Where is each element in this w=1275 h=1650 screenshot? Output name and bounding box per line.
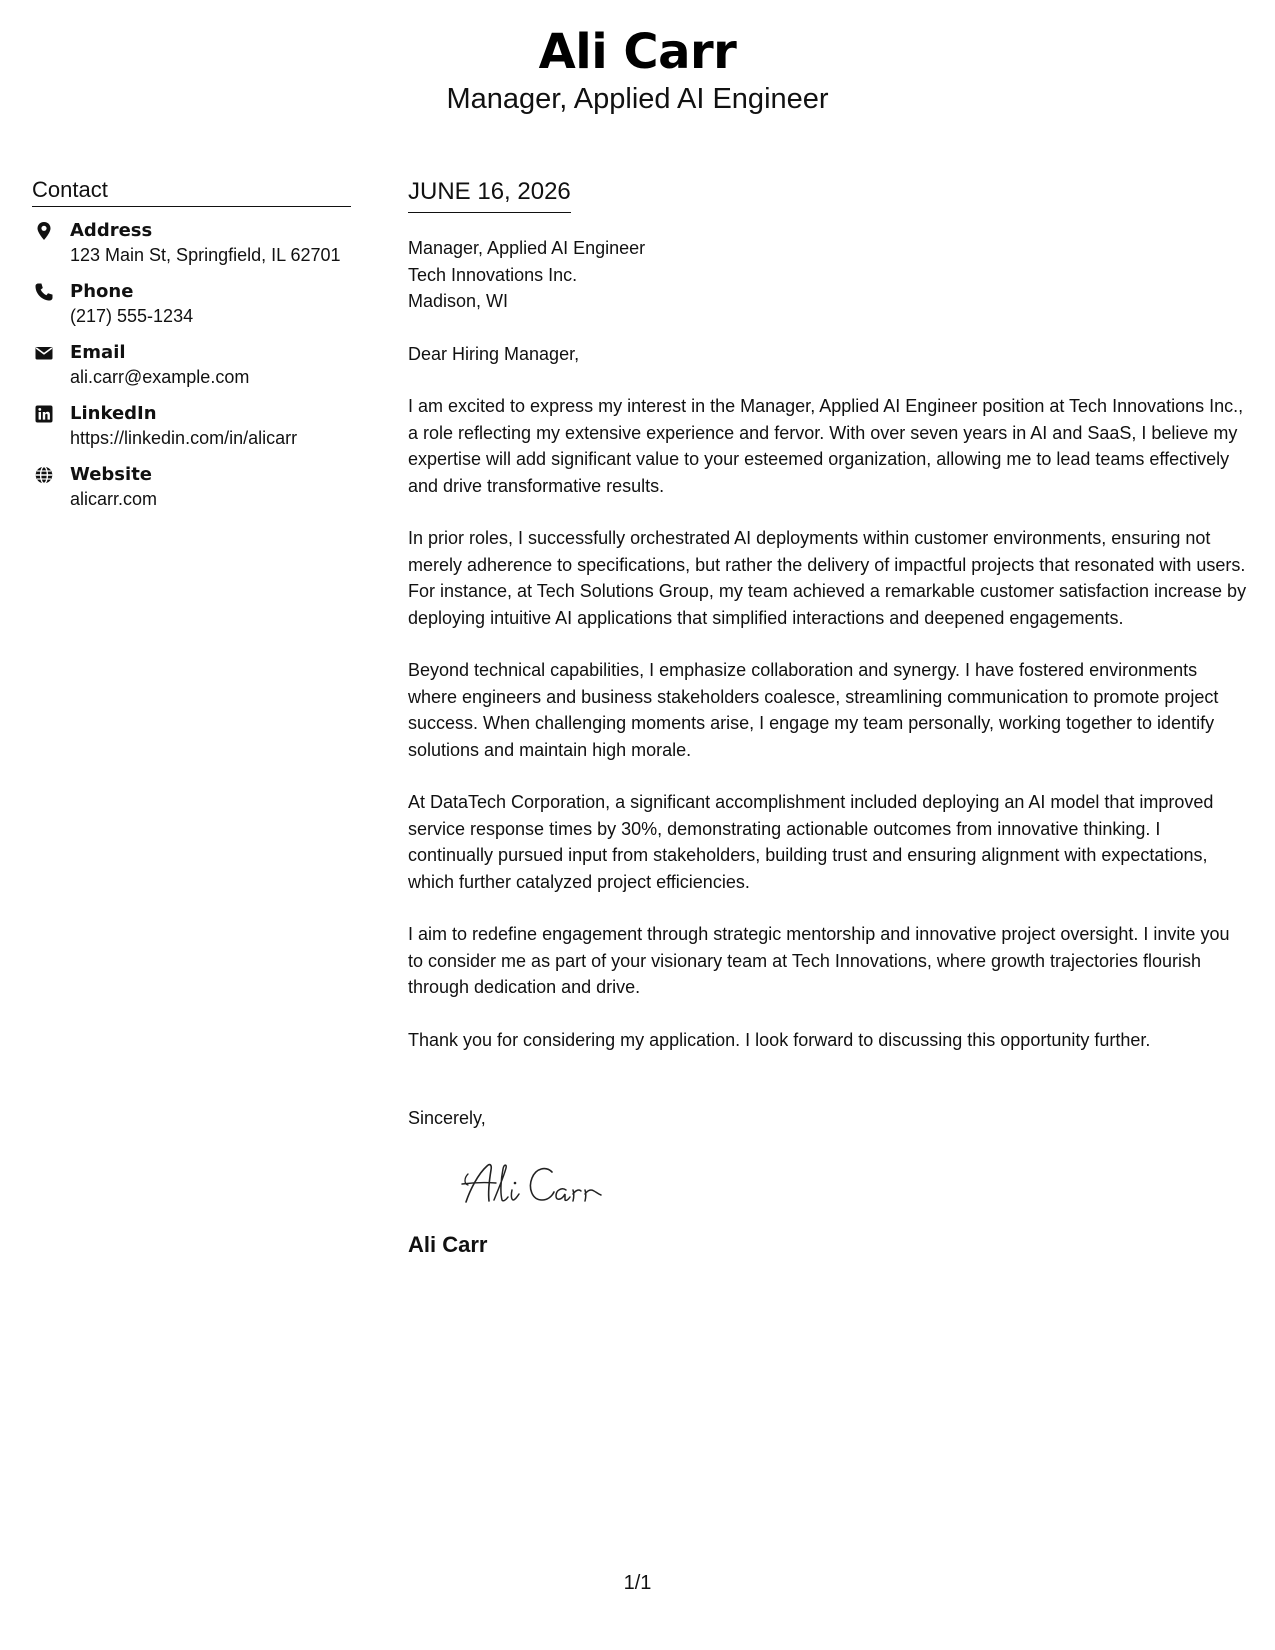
- contact-label: Email: [70, 342, 126, 363]
- handwritten-signature: [460, 1154, 630, 1212]
- contact-linkedin: [32, 402, 351, 450]
- contact-value: 123 Main St, Springfield, IL 62701: [70, 245, 341, 265]
- letter-paragraph: Beyond technical capabilities, I emphasize collaboration and synergy. I have fostered environments where engineers and business stakeholders coalesce, streamlining communication to promote project success. When challenging moments arise, I engage my team personally, working together to identify solutions and maintain high morale.: [408, 660, 1219, 760]
- resume-header: [0, 22, 1275, 116]
- contact-sidebar: [32, 176, 351, 524]
- contact-label: Phone: [70, 281, 134, 302]
- contact-address: [32, 219, 351, 267]
- contact-value: alicarr.com: [70, 489, 158, 509]
- letter-greeting: Dear Hiring Manager,: [408, 343, 580, 364]
- letter-paragraph: At DataTech Corporation, a significant accomplishment included deploying an AI model that improved service response times by 30%, demonstrating actionable outcomes from innovative thinking. I continually pursued input from stakeholders, building trust and ensuring alignment with expectations, which further catalyzed project efficiencies.: [408, 792, 1214, 892]
- contact-label: LinkedIn: [70, 403, 157, 424]
- contact-phone: [32, 280, 351, 328]
- contact-value: (217) 555-1234: [70, 306, 194, 326]
- contact-value: ali.carr@example.com: [70, 367, 250, 387]
- signer-name: Ali Carr: [408, 1231, 488, 1257]
- contact-website: [32, 463, 351, 511]
- contact-heading: Contact: [32, 176, 351, 207]
- contact-value: https://linkedin.com/in/alicarr: [70, 428, 298, 448]
- linkedin-icon: [34, 404, 54, 424]
- phone-icon: [34, 282, 54, 302]
- applicant-name: Ali Carr: [538, 24, 737, 80]
- globe-icon: [34, 465, 54, 485]
- contact-label: Address: [70, 220, 153, 241]
- map-pin-icon: [34, 221, 54, 241]
- applicant-title: Manager, Applied AI Engineer: [446, 83, 829, 115]
- letter-paragraph: I aim to redefine engagement through strategic mentorship and innovative project oversight. I invite you to consider me as part of your visionary team at Tech Innovations, where growth trajectories flourish through dedication and drive.: [408, 924, 1230, 997]
- letter-paragraph: I am excited to express my interest in the Manager, Applied AI Engineer position at Tech Innovations Inc., a role reflecting my extensive experience and fervor. With over seven years in AI and SaaS, I believe my expertise will add significant value to your esteemed organization, allowing me to lead teams effectively and drive transformative results.: [408, 396, 1244, 496]
- contact-email: [32, 341, 351, 389]
- letter-paragraph: In prior roles, I successfully orchestrated AI deployments within customer environments, ensuring not merely adherence to specifications, but rather the delivery of impactful projects that resonated with users. For instance, at Tech Solutions Group, my team achieved a remarkable customer satisfaction increase by deploying intuitive AI applications that simplified interactions and deepened engagements.: [408, 528, 1247, 628]
- page-number: 1/1: [623, 1572, 652, 1594]
- recipient-company: Tech Innovations Inc.: [408, 264, 578, 285]
- letter-paragraph: Thank you for considering my application. I look forward to discussing this opportunity further.: [408, 1029, 1151, 1050]
- letter-date: JUNE 16, 2026: [408, 176, 571, 213]
- contact-label: Website: [70, 464, 153, 485]
- recipient-location: Madison, WI: [408, 291, 509, 311]
- letter-closing: Sincerely,: [408, 1108, 486, 1128]
- envelope-icon: [34, 343, 54, 363]
- letter-body: [408, 176, 1248, 1259]
- recipient-block: [408, 235, 1248, 315]
- recipient-position: Manager, Applied AI Engineer: [408, 238, 646, 258]
